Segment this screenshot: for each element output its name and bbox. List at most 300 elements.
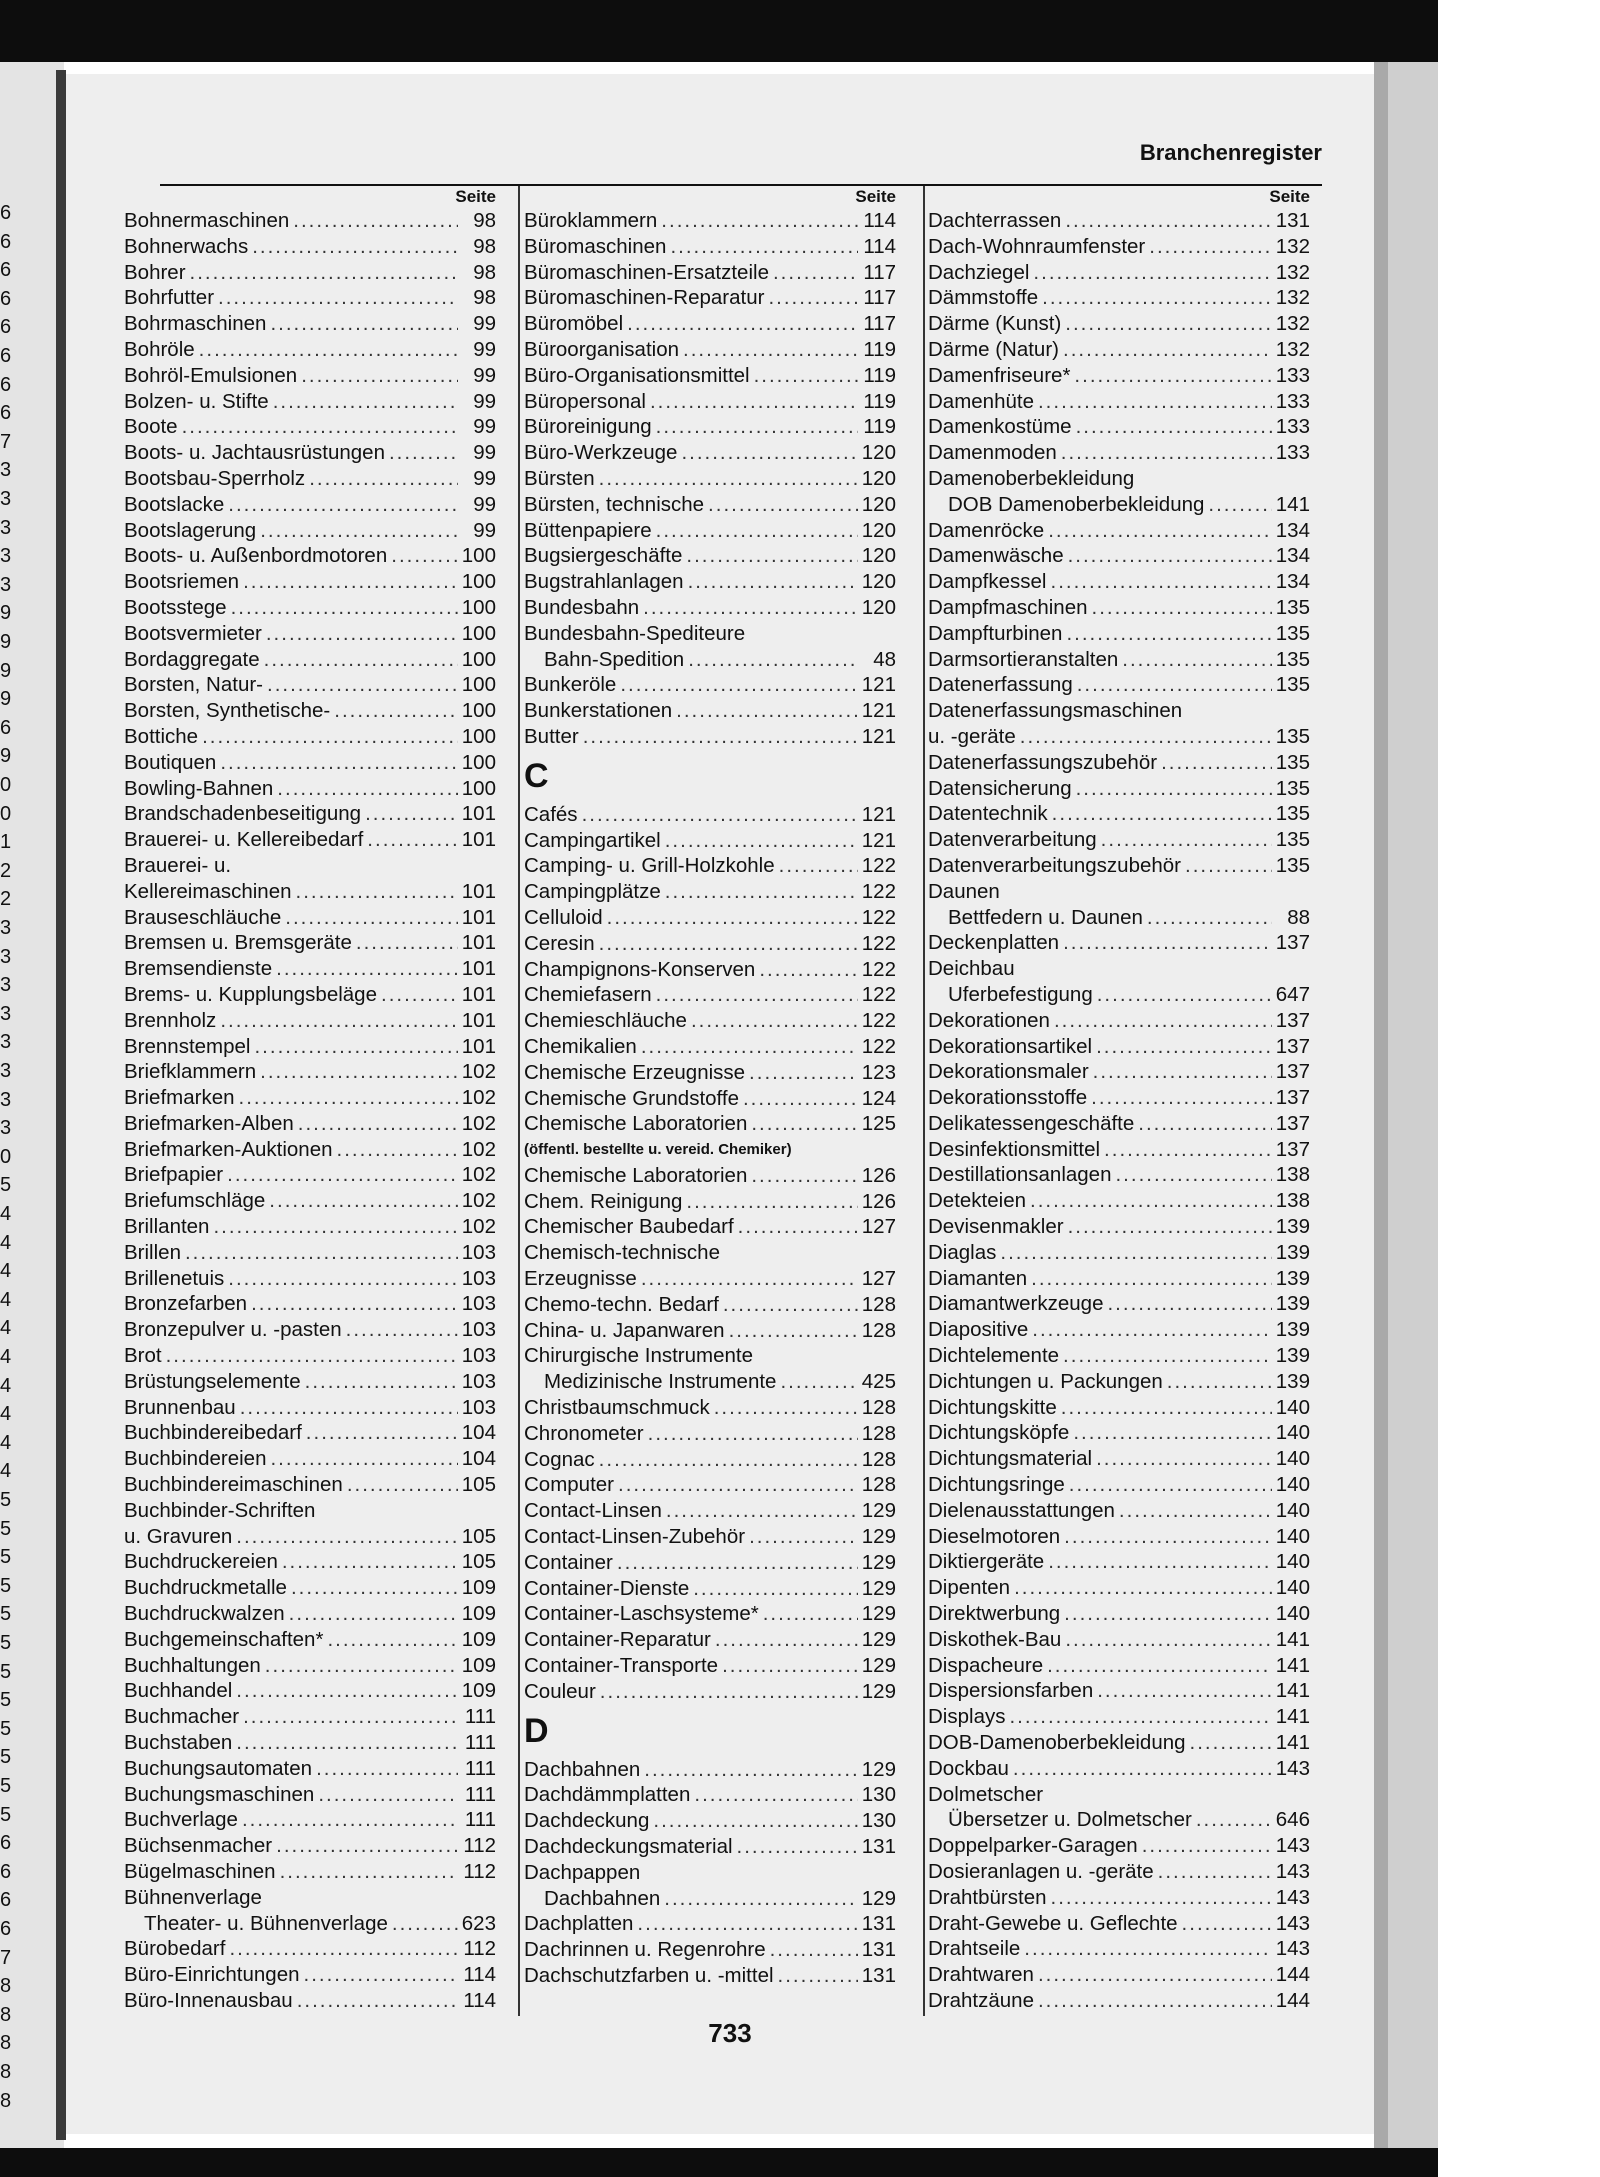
index-entry	[124, 337, 496, 363]
entry-term: Brauseschläuche	[124, 905, 282, 929]
entry-term: u. Gravuren	[124, 1524, 233, 1548]
entry-term: Bootsbau-Sperrholz	[124, 466, 306, 490]
dot-leader	[737, 1834, 858, 1860]
index-entry	[524, 311, 896, 337]
margin-number: 5	[0, 1746, 12, 1769]
entry-page: 98	[473, 286, 496, 310]
entry-page: 143	[1275, 1885, 1310, 1909]
dot-leader	[1185, 853, 1272, 879]
dot-leader	[228, 1266, 458, 1292]
dot-leader	[318, 1782, 458, 1808]
entry-term: Dachbahnen	[524, 1757, 641, 1781]
index-heading	[124, 1885, 496, 1911]
entry-term: Chem. Reinigung	[524, 1189, 683, 1213]
entry-term: Brauerei- u. Kellereibedarf	[124, 828, 364, 852]
margin-number: 5	[0, 1632, 12, 1654]
entry-term: Buchungsautomaten	[124, 1756, 313, 1780]
entry-page: 129	[861, 1757, 896, 1781]
dot-leader	[644, 1757, 858, 1783]
margin-number: 5	[0, 1603, 12, 1626]
entry-term: Dichtelemente	[928, 1344, 1060, 1368]
entry-term: Diamanten	[928, 1266, 1028, 1290]
entry-page: 141	[1275, 1731, 1310, 1755]
entry-page: 135	[1275, 853, 1310, 877]
dot-leader	[277, 776, 457, 802]
entry-page: 140	[1275, 1550, 1310, 1574]
entry-term: Doppelparker-Garagen	[928, 1834, 1138, 1858]
dot-leader	[1097, 982, 1272, 1008]
index-entry	[524, 1266, 896, 1292]
margin-number: 4	[0, 1317, 12, 1340]
section-title: Branchenregister	[1139, 140, 1322, 165]
index-entry	[524, 1421, 896, 1447]
entry-page: 139	[1275, 1369, 1310, 1393]
entry-page: 127	[861, 1267, 896, 1291]
index-entry	[124, 1343, 496, 1369]
dot-leader	[661, 208, 858, 234]
entry-page: 141	[1275, 1705, 1310, 1729]
dot-leader	[1014, 1575, 1272, 1601]
margin-number: 4	[0, 1460, 12, 1483]
entry-page: 133	[1275, 363, 1310, 387]
dot-leader	[1069, 1472, 1272, 1498]
index-entry	[524, 1163, 896, 1189]
entry-page: 139	[1275, 1240, 1310, 1264]
entry-page: 135	[1275, 595, 1310, 619]
dot-leader	[1068, 543, 1272, 569]
margin-number: 3	[0, 974, 12, 997]
index-entry	[928, 1911, 1310, 1937]
index-entry	[124, 801, 496, 827]
index-entry	[928, 621, 1310, 647]
index-entry	[524, 1111, 896, 1137]
entry-term: Container-Laschsysteme*	[524, 1602, 759, 1626]
entry-term: Bügelmaschinen	[124, 1860, 276, 1883]
index-entry	[524, 492, 896, 518]
dot-leader	[1142, 1833, 1272, 1859]
index-entry	[928, 285, 1310, 311]
entry-page: 100	[461, 570, 496, 594]
entry-term: Displays	[928, 1705, 1006, 1729]
dot-leader	[1042, 285, 1272, 311]
dot-leader	[260, 1059, 458, 1085]
dot-leader	[656, 414, 858, 440]
entry-page: 139	[1275, 1318, 1310, 1342]
entry-page: 99	[473, 363, 496, 387]
dot-leader	[1076, 414, 1272, 440]
index-entry	[124, 647, 496, 673]
entry-term: Büromaschinen	[524, 234, 667, 258]
index-entry	[928, 337, 1310, 363]
entry-term: Bohröl-Emulsionen	[124, 363, 298, 387]
margin-number: 6	[0, 1889, 12, 1912]
margin-number: 0	[0, 1145, 12, 1168]
dot-leader	[1013, 1756, 1272, 1782]
entry-page: 137	[1275, 1111, 1310, 1135]
entry-page: 109	[461, 1653, 496, 1677]
entry-term: Datenerfassungszubehör	[928, 750, 1158, 774]
index-heading	[524, 1343, 896, 1369]
dot-leader	[202, 724, 458, 750]
entry-term: Büchsenmacher	[124, 1834, 273, 1858]
margin-number: 3	[0, 945, 12, 968]
entry-page: 129	[861, 1628, 896, 1652]
index-entry	[928, 1317, 1310, 1343]
index-entry	[928, 1549, 1310, 1575]
entry-page: 137	[1275, 1137, 1310, 1161]
dot-leader	[1107, 1291, 1271, 1317]
dot-leader	[305, 1369, 458, 1395]
dot-leader	[1009, 1704, 1271, 1730]
entry-term: Buchbindereibedarf	[124, 1421, 302, 1445]
entry-page: 98	[473, 209, 496, 232]
entry-term: Dieselmotoren	[928, 1524, 1061, 1548]
entry-page: 143	[1275, 1860, 1310, 1883]
index-heading	[928, 466, 1310, 492]
entry-page: 120	[861, 518, 896, 542]
margin-number: 0	[0, 774, 12, 796]
entry-term: Dekorationen	[928, 1008, 1050, 1032]
entry-page: 133	[1275, 389, 1310, 413]
entry-term: Büro-Organisationsmittel	[524, 363, 750, 387]
entry-page: 143	[1275, 1911, 1310, 1935]
index-entry	[124, 1472, 496, 1498]
margin-number: 3	[0, 545, 12, 568]
index-entry	[928, 543, 1310, 569]
entry-term: Bootsriemen	[124, 570, 240, 594]
entry-page: 137	[1275, 1034, 1310, 1058]
entry-term: Bugstrahlanlagen	[524, 570, 684, 594]
dot-leader	[600, 1679, 858, 1705]
index-entry	[124, 1549, 496, 1575]
index-entry	[928, 1988, 1310, 2014]
dot-leader	[392, 1911, 458, 1937]
dot-leader	[643, 595, 858, 621]
column-heading: Seite	[1269, 187, 1310, 206]
index-entry	[524, 1601, 896, 1627]
index-entry	[524, 569, 896, 595]
entry-term: Chemieschläuche	[524, 1009, 687, 1033]
entry-term: Brems- u. Kupplungsbeläge	[124, 982, 377, 1006]
index-heading	[928, 879, 1310, 905]
index-entry	[524, 1318, 896, 1344]
dot-leader	[1065, 208, 1271, 234]
entry-page: 103	[461, 1369, 496, 1393]
index-entry	[928, 1214, 1310, 1240]
index-heading	[524, 1860, 896, 1886]
entry-page: 120	[861, 544, 896, 568]
entry-term: Erzeugnisse	[524, 1267, 637, 1291]
dot-leader	[599, 466, 858, 492]
entry-page: 129	[861, 1525, 896, 1549]
index-entry	[124, 1214, 496, 1240]
entry-page: 646	[1275, 1808, 1310, 1832]
index-entry	[124, 1188, 496, 1214]
margin-number: 2	[0, 859, 12, 882]
entry-term: Bowling-Bahnen	[124, 776, 274, 800]
index-entry	[524, 724, 896, 750]
entry-term: DOB-Damenoberbekleidung	[928, 1731, 1186, 1755]
entry-term: Briefmarken-Alben	[124, 1111, 294, 1135]
entry-term: Draht-Gewebe u. Geflechte	[928, 1911, 1178, 1935]
index-entry	[928, 1807, 1310, 1833]
dot-leader	[182, 414, 458, 440]
page-edge-shadow	[1374, 62, 1388, 2148]
dot-leader	[1038, 1988, 1272, 2014]
entry-term: Chemische Laboratorien	[524, 1112, 748, 1136]
entry-term: Container-Dienste	[524, 1576, 690, 1600]
entry-page: 135	[1275, 621, 1310, 645]
entry-term: Bohrer	[124, 260, 186, 284]
index-entry	[928, 234, 1310, 260]
entry-page: 122	[861, 880, 896, 904]
dot-leader	[691, 1008, 858, 1034]
entry-page: 128	[861, 1421, 896, 1445]
dot-leader	[617, 1550, 858, 1576]
entry-page: 99	[473, 518, 496, 542]
section-letter: C	[524, 756, 549, 795]
dot-leader	[768, 285, 858, 311]
dot-leader	[243, 569, 458, 595]
index-entry	[928, 1936, 1310, 1962]
dot-leader	[1032, 1317, 1272, 1343]
entry-term: Buchbinder-Schriften	[124, 1498, 316, 1522]
dot-leader	[298, 1111, 458, 1137]
entry-page: 139	[1275, 1344, 1310, 1368]
index-entry	[928, 1575, 1310, 1601]
entry-term: Bugsiergeschäfte	[524, 544, 683, 568]
entry-page: 100	[461, 699, 496, 723]
index-heading	[928, 956, 1310, 982]
entry-page: 122	[861, 905, 896, 929]
dot-leader	[773, 260, 858, 286]
dot-leader	[1096, 1446, 1272, 1472]
margin-number: 9	[0, 631, 12, 653]
entry-page: 101	[461, 1034, 496, 1058]
index-entry	[524, 1447, 896, 1473]
dot-leader	[1061, 1395, 1272, 1421]
entry-page: 111	[464, 1756, 496, 1780]
index-entry	[124, 1627, 496, 1653]
dot-leader	[280, 1859, 458, 1885]
index-entry	[928, 1472, 1310, 1498]
index-entry	[928, 1085, 1310, 1111]
entry-page: 132	[1275, 286, 1310, 310]
dot-leader	[1096, 1034, 1272, 1060]
dot-leader	[1038, 1962, 1272, 1988]
dot-leader	[231, 595, 458, 621]
dot-leader	[1119, 1498, 1272, 1524]
index-entry	[524, 1395, 896, 1421]
entry-term: Büropersonal	[524, 389, 646, 413]
dot-leader	[1048, 518, 1272, 544]
entry-term: Brauerei- u.	[124, 853, 232, 877]
dot-leader	[1208, 492, 1271, 518]
entry-page: 127	[861, 1215, 896, 1239]
entry-term: Brennstempel	[124, 1034, 251, 1058]
margin-number: 6	[0, 1832, 12, 1855]
index-entry	[928, 1498, 1310, 1524]
entry-term: Detekteien	[928, 1189, 1027, 1213]
entry-term: Bootsstege	[124, 595, 227, 619]
index-entry	[524, 337, 896, 363]
margin-number: 8	[0, 1975, 12, 1998]
entry-page: 137	[1275, 931, 1310, 955]
entry-term: Dämmstoffe	[928, 286, 1039, 310]
dot-leader	[599, 1447, 858, 1473]
dot-leader	[1115, 1162, 1271, 1188]
dot-leader	[260, 518, 458, 544]
entry-term: Bettfedern u. Daunen	[948, 905, 1143, 929]
entry-page: 100	[461, 595, 496, 619]
entry-page: 114	[463, 1988, 496, 2012]
index-entry	[928, 1962, 1310, 1988]
entry-page: 101	[461, 957, 496, 981]
entry-page: 138	[1275, 1163, 1310, 1187]
entry-term: Datensicherung	[928, 776, 1072, 800]
entry-page: 144	[1275, 1963, 1310, 1987]
entry-term: Bremsen u. Bremsgeräte	[124, 931, 352, 955]
entry-term: Champignons-Konserven	[524, 957, 756, 981]
entry-page: 128	[861, 1292, 896, 1316]
entry-page: 99	[473, 492, 496, 516]
entry-page: 98	[473, 260, 496, 284]
dot-leader	[1047, 1653, 1272, 1679]
dot-leader	[681, 440, 857, 466]
entry-page: 126	[861, 1189, 896, 1213]
index-entry	[524, 1498, 896, 1524]
index-entry	[524, 1034, 896, 1060]
column-divider	[923, 186, 925, 2016]
dot-leader	[266, 621, 458, 647]
index-entry	[524, 1060, 896, 1086]
entry-term: Büroklammern	[524, 209, 658, 232]
dot-leader	[729, 1318, 858, 1344]
entry-page: 128	[861, 1473, 896, 1497]
entry-page: 134	[1275, 570, 1310, 594]
dot-leader	[749, 1060, 858, 1086]
entry-term: Buchbindereien	[124, 1447, 267, 1471]
index-entry	[124, 1034, 496, 1060]
dot-leader	[190, 260, 458, 286]
dot-leader	[254, 1034, 457, 1060]
index-column-2	[524, 186, 896, 1989]
margin-number: 9	[0, 659, 12, 682]
entry-term: Chemisch-technische	[524, 1241, 720, 1265]
entry-page: 112	[463, 1860, 496, 1883]
index-entry	[124, 311, 496, 337]
entry-page: 117	[863, 286, 896, 310]
entry-term: Büromöbel	[524, 312, 624, 336]
margin-number: 5	[0, 1174, 12, 1197]
dot-leader	[1182, 1911, 1272, 1937]
entry-page: 111	[464, 1705, 496, 1729]
index-column-3	[928, 186, 1310, 2014]
index-entry	[524, 1963, 896, 1989]
dot-leader	[276, 1833, 458, 1859]
entry-page: 123	[861, 1060, 896, 1084]
entry-term: Christbaumschmuck	[524, 1396, 710, 1420]
index-entry	[124, 750, 496, 776]
dot-leader	[770, 1937, 858, 1963]
index-entry	[524, 647, 896, 673]
index-entry	[524, 1008, 896, 1034]
index-entry	[124, 492, 496, 518]
dot-leader	[356, 930, 458, 956]
entry-term: Drahtzäune	[928, 1988, 1034, 2012]
entry-term: Brillenetuis	[124, 1266, 225, 1290]
dot-leader	[273, 389, 458, 415]
entry-page: 133	[1275, 441, 1310, 465]
dot-leader	[1147, 905, 1272, 931]
dot-leader	[683, 337, 858, 363]
index-entry	[524, 1886, 896, 1912]
dot-leader	[607, 905, 858, 931]
entry-term: Deckenplatten	[928, 931, 1060, 955]
scan-border-top	[0, 0, 1438, 62]
entry-page: 103	[461, 1266, 496, 1290]
margin-number: 8	[0, 2061, 12, 2083]
entry-page: 120	[861, 570, 896, 594]
entry-term: Container-Transporte	[524, 1654, 719, 1678]
entry-term: Direktwerbung	[928, 1602, 1061, 1626]
entry-page: 120	[861, 595, 896, 619]
dot-leader	[1149, 234, 1272, 260]
margin-number: 5	[0, 1803, 12, 1826]
entry-term: Camping- u. Grill-Holzkohle	[524, 854, 775, 878]
entry-term: Bohröle	[124, 337, 195, 361]
entry-term: Diktiergeräte	[928, 1550, 1045, 1574]
index-entry	[928, 724, 1310, 750]
index-entry	[524, 414, 896, 440]
dot-leader	[693, 1576, 858, 1602]
dot-leader	[1066, 621, 1271, 647]
entry-page: 137	[1275, 1086, 1310, 1110]
entry-page: 120	[861, 492, 896, 516]
dot-leader	[220, 750, 457, 776]
entry-page: 140	[1275, 1473, 1310, 1497]
margin-number: 6	[0, 1860, 12, 1883]
dot-leader	[229, 1936, 458, 1962]
index-entry	[524, 1369, 896, 1395]
dot-leader	[759, 957, 857, 983]
entry-term: Dichtungen u. Packungen	[928, 1369, 1163, 1393]
entry-page: 135	[1275, 802, 1310, 826]
index-entry	[928, 776, 1310, 802]
entry-page: 105	[461, 1550, 496, 1574]
entry-page: 141	[1275, 492, 1310, 516]
index-entry	[124, 208, 496, 234]
entry-term: Bahn-Spedition	[544, 647, 685, 671]
margin-number: 4	[0, 1231, 12, 1254]
dot-leader	[1052, 801, 1272, 827]
entry-term: Dispacheure	[928, 1653, 1044, 1677]
entry-term: Boots- u. Außenbordmotoren	[124, 544, 388, 568]
index-entry	[524, 931, 896, 957]
dot-leader	[1092, 595, 1272, 621]
entry-page: 139	[1275, 1266, 1310, 1290]
entry-term: Brillanten	[124, 1215, 210, 1239]
dot-leader	[1024, 1936, 1271, 1962]
dot-leader	[670, 234, 858, 260]
entry-term: Damenwäsche	[928, 544, 1064, 568]
index-entry	[928, 1885, 1310, 1911]
entry-term: Damenfriseure*	[928, 363, 1071, 387]
entry-page: 101	[461, 1008, 496, 1032]
index-entry	[928, 1188, 1310, 1214]
margin-number: 3	[0, 1031, 12, 1054]
margin-number: 6	[0, 716, 12, 739]
